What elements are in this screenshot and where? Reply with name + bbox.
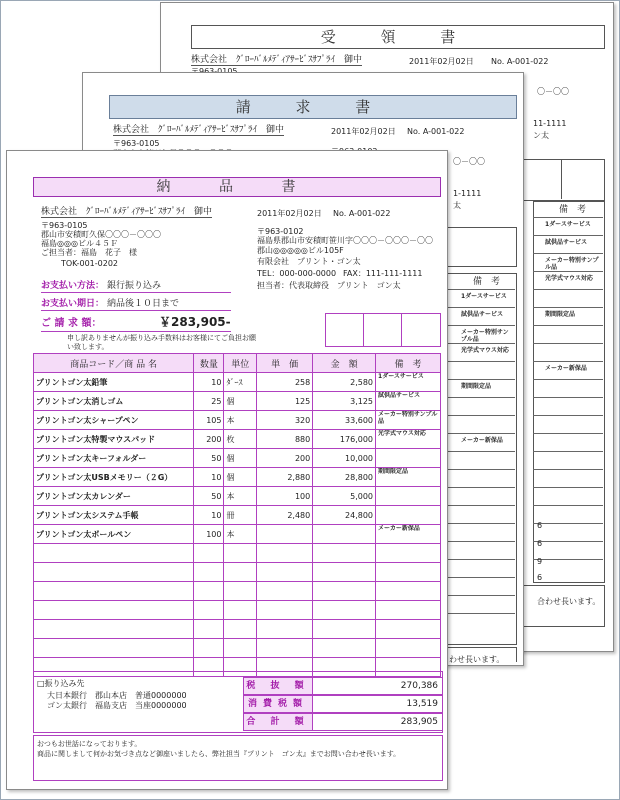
item-price: 200 bbox=[256, 449, 312, 468]
delivery-customer: 株式会社 ｸﾞﾛｰﾊﾞﾙﾒﾃﾞｨｱｻｰﾋﾞｽｻﾌﾟﾗｲ 御中 bbox=[41, 207, 213, 217]
stamp-box bbox=[325, 313, 441, 347]
receipt-remark: 試供品サービス bbox=[545, 239, 588, 246]
item-price: 258 bbox=[256, 373, 312, 392]
receipt-footer: 合わせ長います。 bbox=[537, 597, 601, 606]
receipt-digit: 6 bbox=[537, 539, 543, 548]
invoice-tel-partial: 1-1111 bbox=[453, 189, 482, 198]
invoice-remark: メーカー特別サンプル品 bbox=[461, 329, 509, 343]
bank-title: □振り込み先 bbox=[37, 679, 85, 688]
invoice-remarks-header: 備 考 bbox=[473, 277, 501, 287]
pay-due: 納品後１０日まで bbox=[107, 299, 180, 309]
grand-total-label: 合 計 額 bbox=[244, 714, 313, 730]
tax-value: 13,519 bbox=[406, 699, 438, 709]
item-amount: 2,580 bbox=[313, 373, 376, 392]
issuer-name: 有限会社 プリント・ゴン太 bbox=[257, 257, 361, 266]
item-unit: 個 bbox=[224, 449, 256, 468]
receipt-tel-partial: 11-1111 bbox=[533, 119, 567, 128]
item-unit: ﾀﾞｰｽ bbox=[224, 373, 256, 392]
item-name: プリントゴン太消しゴム bbox=[34, 392, 194, 411]
item-amount: 33,600 bbox=[313, 411, 376, 430]
receipt-title: 受 領 書 bbox=[191, 25, 605, 49]
item-unit: 本 bbox=[224, 487, 256, 506]
receipt-number: No. A-001-022 bbox=[491, 57, 549, 66]
customer-contact: ご担当者：福島 花子 様 bbox=[41, 248, 137, 257]
item-name: プリントゴン太ボールペン bbox=[34, 525, 194, 544]
delivery-number: No. A-001-022 bbox=[333, 209, 391, 218]
delivery-sheet[interactable] bbox=[6, 150, 448, 790]
invoice-date: 2011年02月02日 bbox=[331, 127, 396, 136]
item-amount bbox=[313, 525, 376, 544]
table-row bbox=[34, 430, 441, 449]
invoice-remark: 光学式マウス対応 bbox=[461, 347, 509, 354]
invoice-address-partial: 〇－〇〇 bbox=[453, 157, 485, 166]
receipt-address-partial: 〇－〇〇 bbox=[537, 87, 569, 96]
customer-address-1: 郡山市安積町久保〇〇〇－〇〇〇 bbox=[41, 230, 161, 239]
item-amount: 5,000 bbox=[313, 487, 376, 506]
issuer-rep: 担当者：代表取締役 プリント ゴン太 bbox=[257, 281, 401, 290]
item-remark: 1ダースサービス bbox=[376, 373, 441, 392]
grand-total-value: 283,905 bbox=[400, 717, 438, 727]
item-qty: 100 bbox=[194, 525, 224, 544]
subtotal-value: 270,386 bbox=[400, 681, 438, 691]
receipt-digit: 9 bbox=[537, 557, 543, 566]
item-amount: 28,800 bbox=[313, 468, 376, 487]
invoice-remark: メーカー新保品 bbox=[461, 437, 503, 444]
table-row bbox=[34, 411, 441, 430]
item-price bbox=[256, 525, 312, 544]
col-header-qty: 数量 bbox=[194, 354, 224, 373]
invoice-postal: 〒963-0105 bbox=[113, 139, 160, 148]
footer-line-1: おつもお世話になっております。 bbox=[37, 740, 142, 748]
item-amount: 24,800 bbox=[313, 506, 376, 525]
receipt-customer: 株式会社 ｸﾞﾛｰﾊﾞﾙﾒﾃﾞｨｱｻｰﾋﾞｽｻﾌﾟﾗｲ 御中 bbox=[191, 55, 363, 65]
receipt-remark: 光学式マウス対応 bbox=[545, 275, 593, 282]
col-header-name: 商品コード／商 品 名 bbox=[34, 354, 194, 373]
item-remark: 光学式マウス対応 bbox=[376, 430, 441, 449]
item-name: プリントゴン太鉛筆 bbox=[34, 373, 194, 392]
item-remark: 期間限定品 bbox=[376, 468, 441, 487]
col-header-price: 単 価 bbox=[256, 354, 312, 373]
receipt-date: 2011年02月02日 bbox=[409, 57, 474, 66]
item-unit: 個 bbox=[224, 392, 256, 411]
pay-due-label: お支払い期日： bbox=[41, 299, 105, 309]
table-row bbox=[34, 525, 441, 544]
delivery-date: 2011年02月02日 bbox=[257, 209, 322, 218]
item-remark: メーカー特別サンプル品 bbox=[376, 411, 441, 430]
issuer-tel: TEL：000-000-0000 bbox=[257, 269, 337, 278]
receipt-digit: 6 bbox=[537, 521, 543, 530]
table-row bbox=[34, 563, 441, 582]
invoice-customer: 株式会社 ｸﾞﾛｰﾊﾞﾙﾒﾃﾞｨｱｻｰﾋﾞｽｻﾌﾟﾗｲ 御中 bbox=[113, 125, 285, 135]
col-header-remarks: 備 考 bbox=[376, 354, 441, 373]
item-qty: 105 bbox=[194, 411, 224, 430]
item-qty: 50 bbox=[194, 449, 224, 468]
bank-account-1: 大日本銀行 郡山本店 普通0000000 bbox=[47, 691, 187, 700]
item-name: プリントゴン太シャープペン bbox=[34, 411, 194, 430]
delivery-title: 納 品 書 bbox=[33, 177, 441, 197]
item-qty: 10 bbox=[194, 373, 224, 392]
table-row bbox=[34, 373, 441, 392]
item-unit: 枚 bbox=[224, 430, 256, 449]
invoice-remark: 1ダースサービス bbox=[461, 293, 507, 300]
receipt-remark: メーカー新保品 bbox=[545, 365, 587, 372]
item-qty: 10 bbox=[194, 506, 224, 525]
item-qty: 25 bbox=[194, 392, 224, 411]
item-remark: 試供品サービス bbox=[376, 392, 441, 411]
receipt-remark: メーカー特別サンプル品 bbox=[545, 257, 599, 271]
item-name: プリントゴン太特製マウスパッド bbox=[34, 430, 194, 449]
customer-code: TOK-001-0202 bbox=[61, 259, 118, 268]
table-row bbox=[34, 582, 441, 601]
invoice-number: No. A-001-022 bbox=[407, 127, 465, 136]
claim-amount: ￥283,905- bbox=[159, 315, 231, 329]
receipt-stamp-box bbox=[521, 159, 605, 201]
receipt-rep-partial: ン太 bbox=[533, 131, 549, 140]
item-amount: 176,000 bbox=[313, 430, 376, 449]
item-remark bbox=[376, 449, 441, 468]
item-qty: 10 bbox=[194, 468, 224, 487]
issuer-postal: 〒963-0102 bbox=[257, 227, 304, 236]
claim-label: ご 請 求 額： bbox=[41, 318, 102, 329]
issuer-fax: FAX：111-111-1111 bbox=[343, 269, 423, 278]
item-unit: 冊 bbox=[224, 506, 256, 525]
item-price: 2,880 bbox=[256, 468, 312, 487]
table-row bbox=[34, 468, 441, 487]
subtotal-label: 税 抜 額 bbox=[244, 678, 313, 694]
item-name: プリントゴン太USBメモリー（２G） bbox=[34, 468, 194, 487]
table-row bbox=[34, 544, 441, 563]
item-qty: 200 bbox=[194, 430, 224, 449]
item-price: 880 bbox=[256, 430, 312, 449]
item-unit: 本 bbox=[224, 525, 256, 544]
invoice-remark: 期間限定品 bbox=[461, 383, 492, 390]
invoice-rep-partial: 太 bbox=[453, 201, 461, 210]
items-table bbox=[33, 353, 441, 677]
invoice-footer: わせ長います。 bbox=[449, 655, 505, 664]
receipt-remarks-header: 備 考 bbox=[559, 205, 587, 215]
tax-label: 消費税額 bbox=[244, 696, 313, 712]
table-row bbox=[34, 449, 441, 468]
table-row bbox=[34, 639, 441, 658]
item-amount: 10,000 bbox=[313, 449, 376, 468]
footer-line-2: 商品に関しまして何かお気づき点など御座いましたら、弊社担当『プリント ゴン太』までお問い合わせ長います。 bbox=[37, 750, 401, 758]
table-row bbox=[34, 620, 441, 639]
item-unit: 本 bbox=[224, 411, 256, 430]
invoice-remark: 試供品サービス bbox=[461, 311, 504, 318]
issuer-address-1: 福島県郡山市安積町笹川字〇〇〇－〇〇〇－〇〇 bbox=[257, 236, 433, 245]
table-row bbox=[34, 506, 441, 525]
receipt-remark: 1ダースサービス bbox=[545, 221, 591, 228]
item-qty: 50 bbox=[194, 487, 224, 506]
item-remark: メーカー新保品 bbox=[376, 525, 441, 544]
issuer-address-2: 郡山◎◎◎◎◎ビル105F bbox=[257, 246, 344, 255]
item-amount: 3,125 bbox=[313, 392, 376, 411]
item-price: 125 bbox=[256, 392, 312, 411]
item-unit: 個 bbox=[224, 468, 256, 487]
invoice-title: 請 求 書 bbox=[109, 95, 517, 119]
pay-method: 銀行振り込み bbox=[107, 281, 162, 291]
fee-note: 申し訳ありませんが振り込み手数料はお客様にてご負担お願い致します。 bbox=[67, 334, 256, 351]
customer-address-2: 福島◎◎◎ビル４５Ｆ bbox=[41, 239, 118, 248]
col-header-amount: 金 額 bbox=[313, 354, 376, 373]
total-row-tax bbox=[243, 695, 443, 713]
item-remark bbox=[376, 487, 441, 506]
table-row bbox=[34, 487, 441, 506]
item-name: プリントゴン太キーフォルダー bbox=[34, 449, 194, 468]
receipt-remark: 期間限定品 bbox=[545, 311, 576, 318]
total-row-subtotal bbox=[243, 677, 443, 695]
item-name: プリントゴン太カレンダー bbox=[34, 487, 194, 506]
total-row-grand bbox=[243, 713, 443, 731]
col-header-unit: 単位 bbox=[224, 354, 256, 373]
customer-postal: 〒963-0105 bbox=[41, 221, 88, 230]
pay-method-label: お支払い方法： bbox=[41, 281, 105, 291]
table-row bbox=[34, 392, 441, 411]
item-price: 2,480 bbox=[256, 506, 312, 525]
bank-account-2: ゴン太銀行 福島支店 当座0000000 bbox=[47, 701, 187, 710]
item-price: 320 bbox=[256, 411, 312, 430]
item-remark bbox=[376, 506, 441, 525]
table-row bbox=[34, 601, 441, 620]
receipt-digit: 6 bbox=[537, 573, 543, 582]
item-price: 100 bbox=[256, 487, 312, 506]
invoice-stamp-box bbox=[445, 227, 517, 267]
item-name: プリントゴン太システム手帳 bbox=[34, 506, 194, 525]
